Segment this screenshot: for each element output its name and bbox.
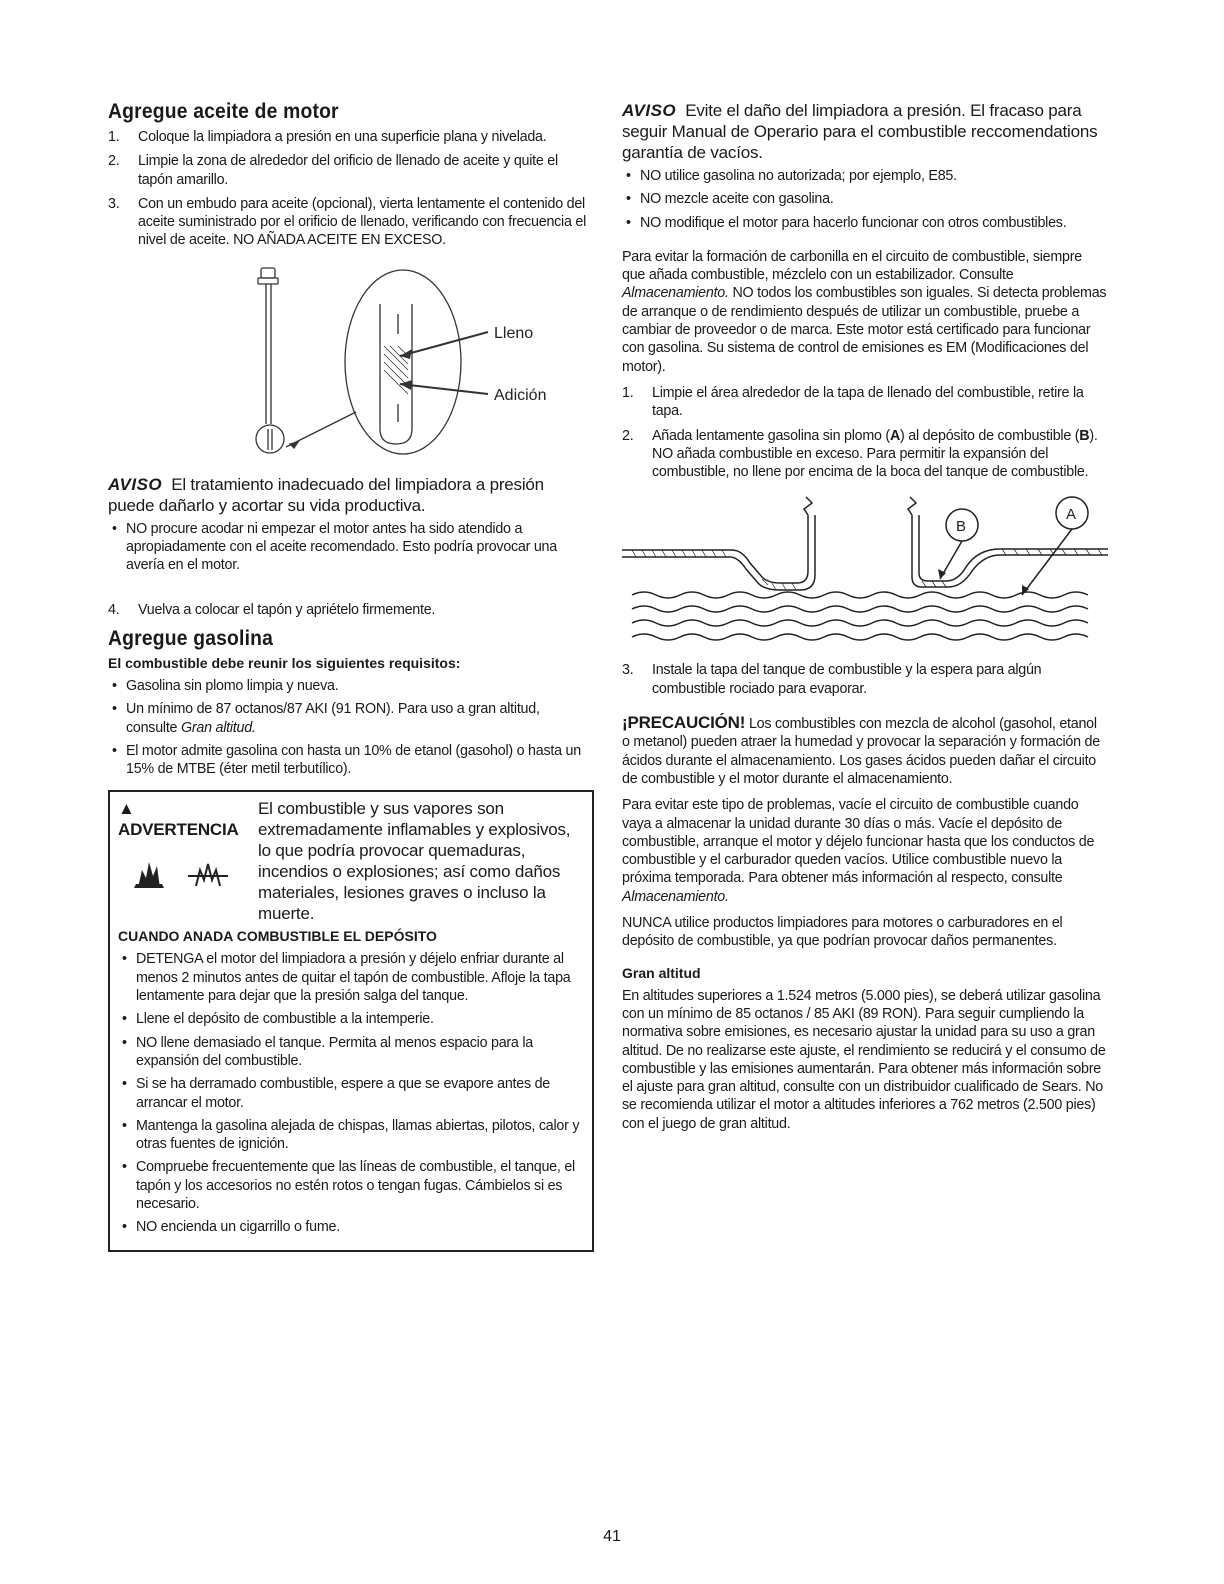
list-item: • NO mezcle aceite con gasolina. [622,190,1108,208]
almacenamiento-ref: Almacenamiento. [622,285,729,302]
list-item: • Compruebe frecuentemente que las líneas de combustible, el tanque, el tapón y los accesorios no estén rotos o tengan fugas. Cámbielos si es necesario. [118,1158,584,1213]
list-item: • NO encienda un cigarrillo o fume. [118,1218,584,1236]
list-item: • DETENGA el motor del limpiadora a presión y déjelo enfriar durante al menos 2 minutos antes de quitar el tapón de combustible. Afloje la tapa lentamente para dejar que la presión salga del tanque. [118,950,584,1005]
stabilizer-paragraph: Para evitar la formación de carbonilla en el circuito de combustible, siempre que añada combustible, mézclelo con un estabilizador. Consulte Almacenamiento. NO todos los combustibles son iguales. Si detecta problemas de arranque o de rendimiento después de utilizar un combustible, pruebe a cambiar de proveedor o de marca. Este motor está certificado para funcionar con gasolina. Su sistema de control de emisiones es EM (Modificaciones del motor). [622,248,1107,375]
fuel-req-list [108,677,594,778]
label-b: B [956,518,967,536]
list-item: 1. Limpie el área alrededor de la tapa de llenado del combustible, retire la tapa. [622,384,1084,420]
almacenamiento-ref: Almacenamiento. [622,888,729,905]
warning-box [108,790,594,1251]
list-item: • NO utilice gasolina no autorizada; por ejemplo, E85. [622,167,1108,185]
aviso-oil [108,474,594,516]
cleaner-paragraph: NUNCA utilice productos limpiadores para motores o carburadores en el depósito de combustible, ya que podrían provocar daños permanentes. [622,915,1063,950]
label-a: A [1066,506,1077,524]
caution-keyword: ¡PRECAUCIÓN! [622,713,746,733]
altitude-heading: Gran altitud [622,964,701,981]
warning-triangle-icon: ▲ [118,799,135,819]
fuel-heading: Agregue gasolina [108,626,274,650]
right-column [622,100,1108,1141]
full-label: Lleno [494,324,534,342]
oil-step-4 [108,601,594,619]
caution-paragraph: ¡PRECAUCIÓN! Los combustibles con mezcla de alcohol (gasohol, etanol o metanol) pueden atraer la humedad y provocar la separación y formación de ácidos durante el almacenamiento. Los gases ácidos pueden dañar el circuito de combustible y el motor durante el almacenamiento. [622,713,1100,787]
list-item: • NO modifique el motor para hacerlo funcionar con otros combustibles. [622,214,1108,232]
aviso-fuel [622,100,1108,163]
list-item: • Gasolina sin plomo limpia y nueva. [108,677,594,695]
list-item: • Mantenga la gasolina alejada de chispas, llamas abiertas, pilotos, calor y otras fuentes de ignición. [118,1117,584,1154]
aviso-keyword: AVISO [622,101,677,120]
list-item: 3. Instale la tapa del tanque de combustible y la espera para algún combustible rociado para evaporar. [622,662,1042,697]
oil-heading: Agregue aceite de motor [108,100,339,123]
warning-list [118,950,584,1236]
oil-steps [108,128,594,250]
aviso-fuel-text: Evite el daño del limpiadora a presión. El fracaso para seguir Manual de Operario para el combustible reccomendations garantía de vacíos. [622,101,1098,162]
storage-paragraph: Para evitar este tipo de problemas, vacíe el circuito de combustible cuando vaya a almacenar la unidad durante 30 días o más. Vacíe el depósito de combustible, arranque el motor y déjelo funcionar hasta que los conductos de combustible y el carburador queden vacíos. Utilice combustible nuevo la próxima temporada. Para obtener más información al respecto, consulte Almacenamiento. [622,797,1095,905]
aviso-fuel-bullets [622,167,1108,232]
add-label: Adición [494,386,547,404]
list-item: 2. Limpie la zona de alrededor del orificio de llenado de aceite y quite el tapón amarillo. [108,153,558,188]
fuel-step-3 [622,661,1108,698]
aviso-keyword: AVISO [108,474,163,494]
page-number: 41 [603,1528,621,1545]
list-item: • Llene el depósito de combustible a la intemperie. [118,1010,584,1028]
warning-word: ADVERTENCIA [118,820,239,840]
dipstick-figure [108,264,594,464]
altitude-paragraph: En altitudes superiores a 1.524 metros (5.000 pies), se deberá utilizar gasolina con un mínimo de 85 octanos / 85 AKI (89 RON). Para seguir cumpliendo la normativa sobre emisiones, es necesario ajustar la unidad para su uso a gran altitud. De no realizarse este ajuste, el rendimiento se reducirá y el consumo de combustible y las emisiones aumentarán. Para obtener más información sobre el ajuste para gran altitud, consulte con un distribuidor cualificado de Sears. No se recomienda utilizar el motor a altitudes inferiores a 762 metros (2.500 pies) con el juego de gran altitud. [622,987,1106,1132]
list-item: 4. Vuelva a colocar el tapón y apriételo firmemente. [108,601,436,618]
fuel-tank-figure [622,495,1108,645]
list-item: 2. Añada lentamente gasolina sin plomo (A) al depósito de combustible (B). NO añada combustible en exceso. Para permitir la expansión del combustible, no llene por encima de la boca del tanque de combustible. [622,427,1098,481]
warning-subheading: CUANDO ANADA COMBUSTIBLE EL DEPÓSITO [118,928,437,945]
fuel-steps [622,384,1108,481]
aviso-oil-bullets [108,520,594,575]
list-item: • El motor admite gasolina con hasta un 10% de etanol (gasohol) o hasta un 15% de MTBE (éter metil terbutílico). [108,742,594,779]
aviso-oil-text: El tratamiento inadecuado del limpiadora a presión puede dañarlo y acortar su vida productiva. [108,474,544,515]
fuel-req-heading: El combustible debe reunir los siguientes requisitos: [108,654,461,671]
list-item: 3. Con un embudo para aceite (opcional), vierta lentamente el contenido del aceite suministrado por el orificio de llenado, verificando con frecuencia el nivel de aceite. NO AÑADA ACEITE EN EXCESO. [108,195,587,249]
list-item: • NO procure acodar ni empezar el motor antes ha sido atendido a apropiadamente con el aceite recomendado. Esto podría provocar una avería en el motor. [108,520,594,575]
list-item: • Un mínimo de 87 octanos/87 AKI (91 RON). Para uso a gran altitud, consulte Gran altitud. [108,700,594,737]
list-item: • NO llene demasiado el tanque. Permita al menos espacio para la expansión del combustible. [118,1034,584,1071]
list-item: • Si se ha derramado combustible, espere a que se evapore antes de arrancar el motor. [118,1075,584,1112]
gran-altitud-ref: Gran altitud. [181,719,256,736]
left-column [108,100,594,1252]
warning-lead: El combustible y sus vapores son extremadamente inflamables y explosivos, lo que podría provocar quemaduras, incendios o explosiones; así como daños materiales, lesiones graves o incluso la muerte. [258,799,571,924]
fire-explosion-icon [118,840,248,892]
list-item: 1. Coloque la limpiadora a presión en una superficie plana y nivelada. [108,129,547,145]
